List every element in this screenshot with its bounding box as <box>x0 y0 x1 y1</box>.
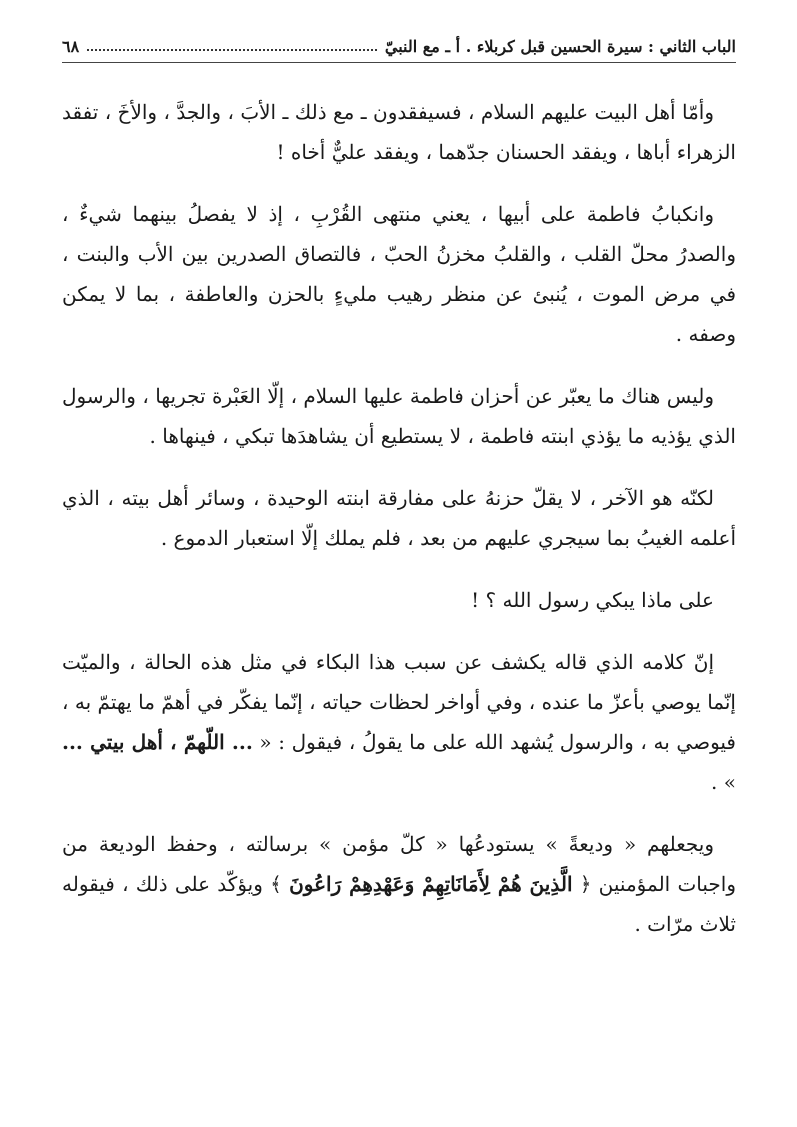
paragraph-2: وانكبابُ فاطمة على أبيها ، يعني منتهى القُرْبِ ، إذ لا يفصلُ بينهما شيءٌ ، والصدرُ محلّ القلب ، والقلبُ مخزنُ الحبّ ، فالتصاق الصدرين بين الأب والبنت ، في مرض الموت ، يُنبئ عن منظر رهيب مليءٍ بالحزن والعاطفة ، بما لا يمكن وصفه . <box>62 202 736 346</box>
paragraph-4: لكنّه هو الآخر ، لا يقلّ حزنهُ على مفارقة ابنته الوحيدة ، وسائر أهل بيته ، الذي أعلمه الغيبُ بما سيجري عليهم من بعد ، فلم يملك إلّا استعبار الدموع . <box>62 486 736 550</box>
running-header <box>62 30 736 62</box>
page-number: ٦٨ <box>62 36 80 56</box>
paragraph-5: على ماذا يبكي رسول الله ؟ ! <box>471 588 714 612</box>
paragraph-6: إنّ كلامه الذي قاله يكشف عن سبب هذا البكاء في مثل هذه الحالة ، والميّت إنّما يوصي بأعزّ ما عنده ، وفي أواخر لحظات حياته ، إنّما يفكّر في أهمّ ما يهتمّ به ، فيوصي به ، والرسول يُشهد الله على ما يقولُ ، فيقول : « ... اللّهمّ ، أهل بيتي ... » . <box>62 650 736 794</box>
paragraph-1: وأمّا أهل البيت عليهم السلام ، فسيفقدون ـ مع ذلك ـ الأبَ ، والجدَّ ، والأخَ ، تفقد الزهراء أباها ، ويفقد الحسنان جدّهما ، ويفقد عليٌّ أخاه ! <box>62 100 736 164</box>
paragraph-3: وليس هناك ما يعبّر عن أحزان فاطمة عليها السلام ، إلّا العَبْرة تجريها ، والرسول الذي يؤذيه ما يؤذي ابنته فاطمة ، لا يستطيع أن يشاهدَها تبكي ، فينهاها . <box>62 384 736 448</box>
chapter-title: الباب الثاني : سيرة الحسين قبل كربلاء . أ ـ مع النبيّ <box>384 36 736 56</box>
prophet-quote: ... اللّهمّ ، أهل بيتي ... <box>62 730 253 754</box>
paragraph-7: ويجعلهم « وديعةً » يستودعُها « كلّ مؤمن » برسالته ، وحفظ الوديعة من واجبات المؤمنين ﴿ الَّذِينَ هُمْ لِأَمَانَاتِهِمْ وَعَهْدِهِمْ رَاعُونَ ﴾ ويؤكّد على ذلك ، فيقوله ثلاث مرّات . <box>62 832 736 936</box>
header-divider <box>62 62 736 63</box>
body-text <box>62 92 736 966</box>
header-dotted-leader <box>87 49 377 51</box>
quran-verse: الَّذِينَ هُمْ لِأَمَانَاتِهِمْ وَعَهْدِهِمْ رَاعُونَ <box>289 872 573 896</box>
